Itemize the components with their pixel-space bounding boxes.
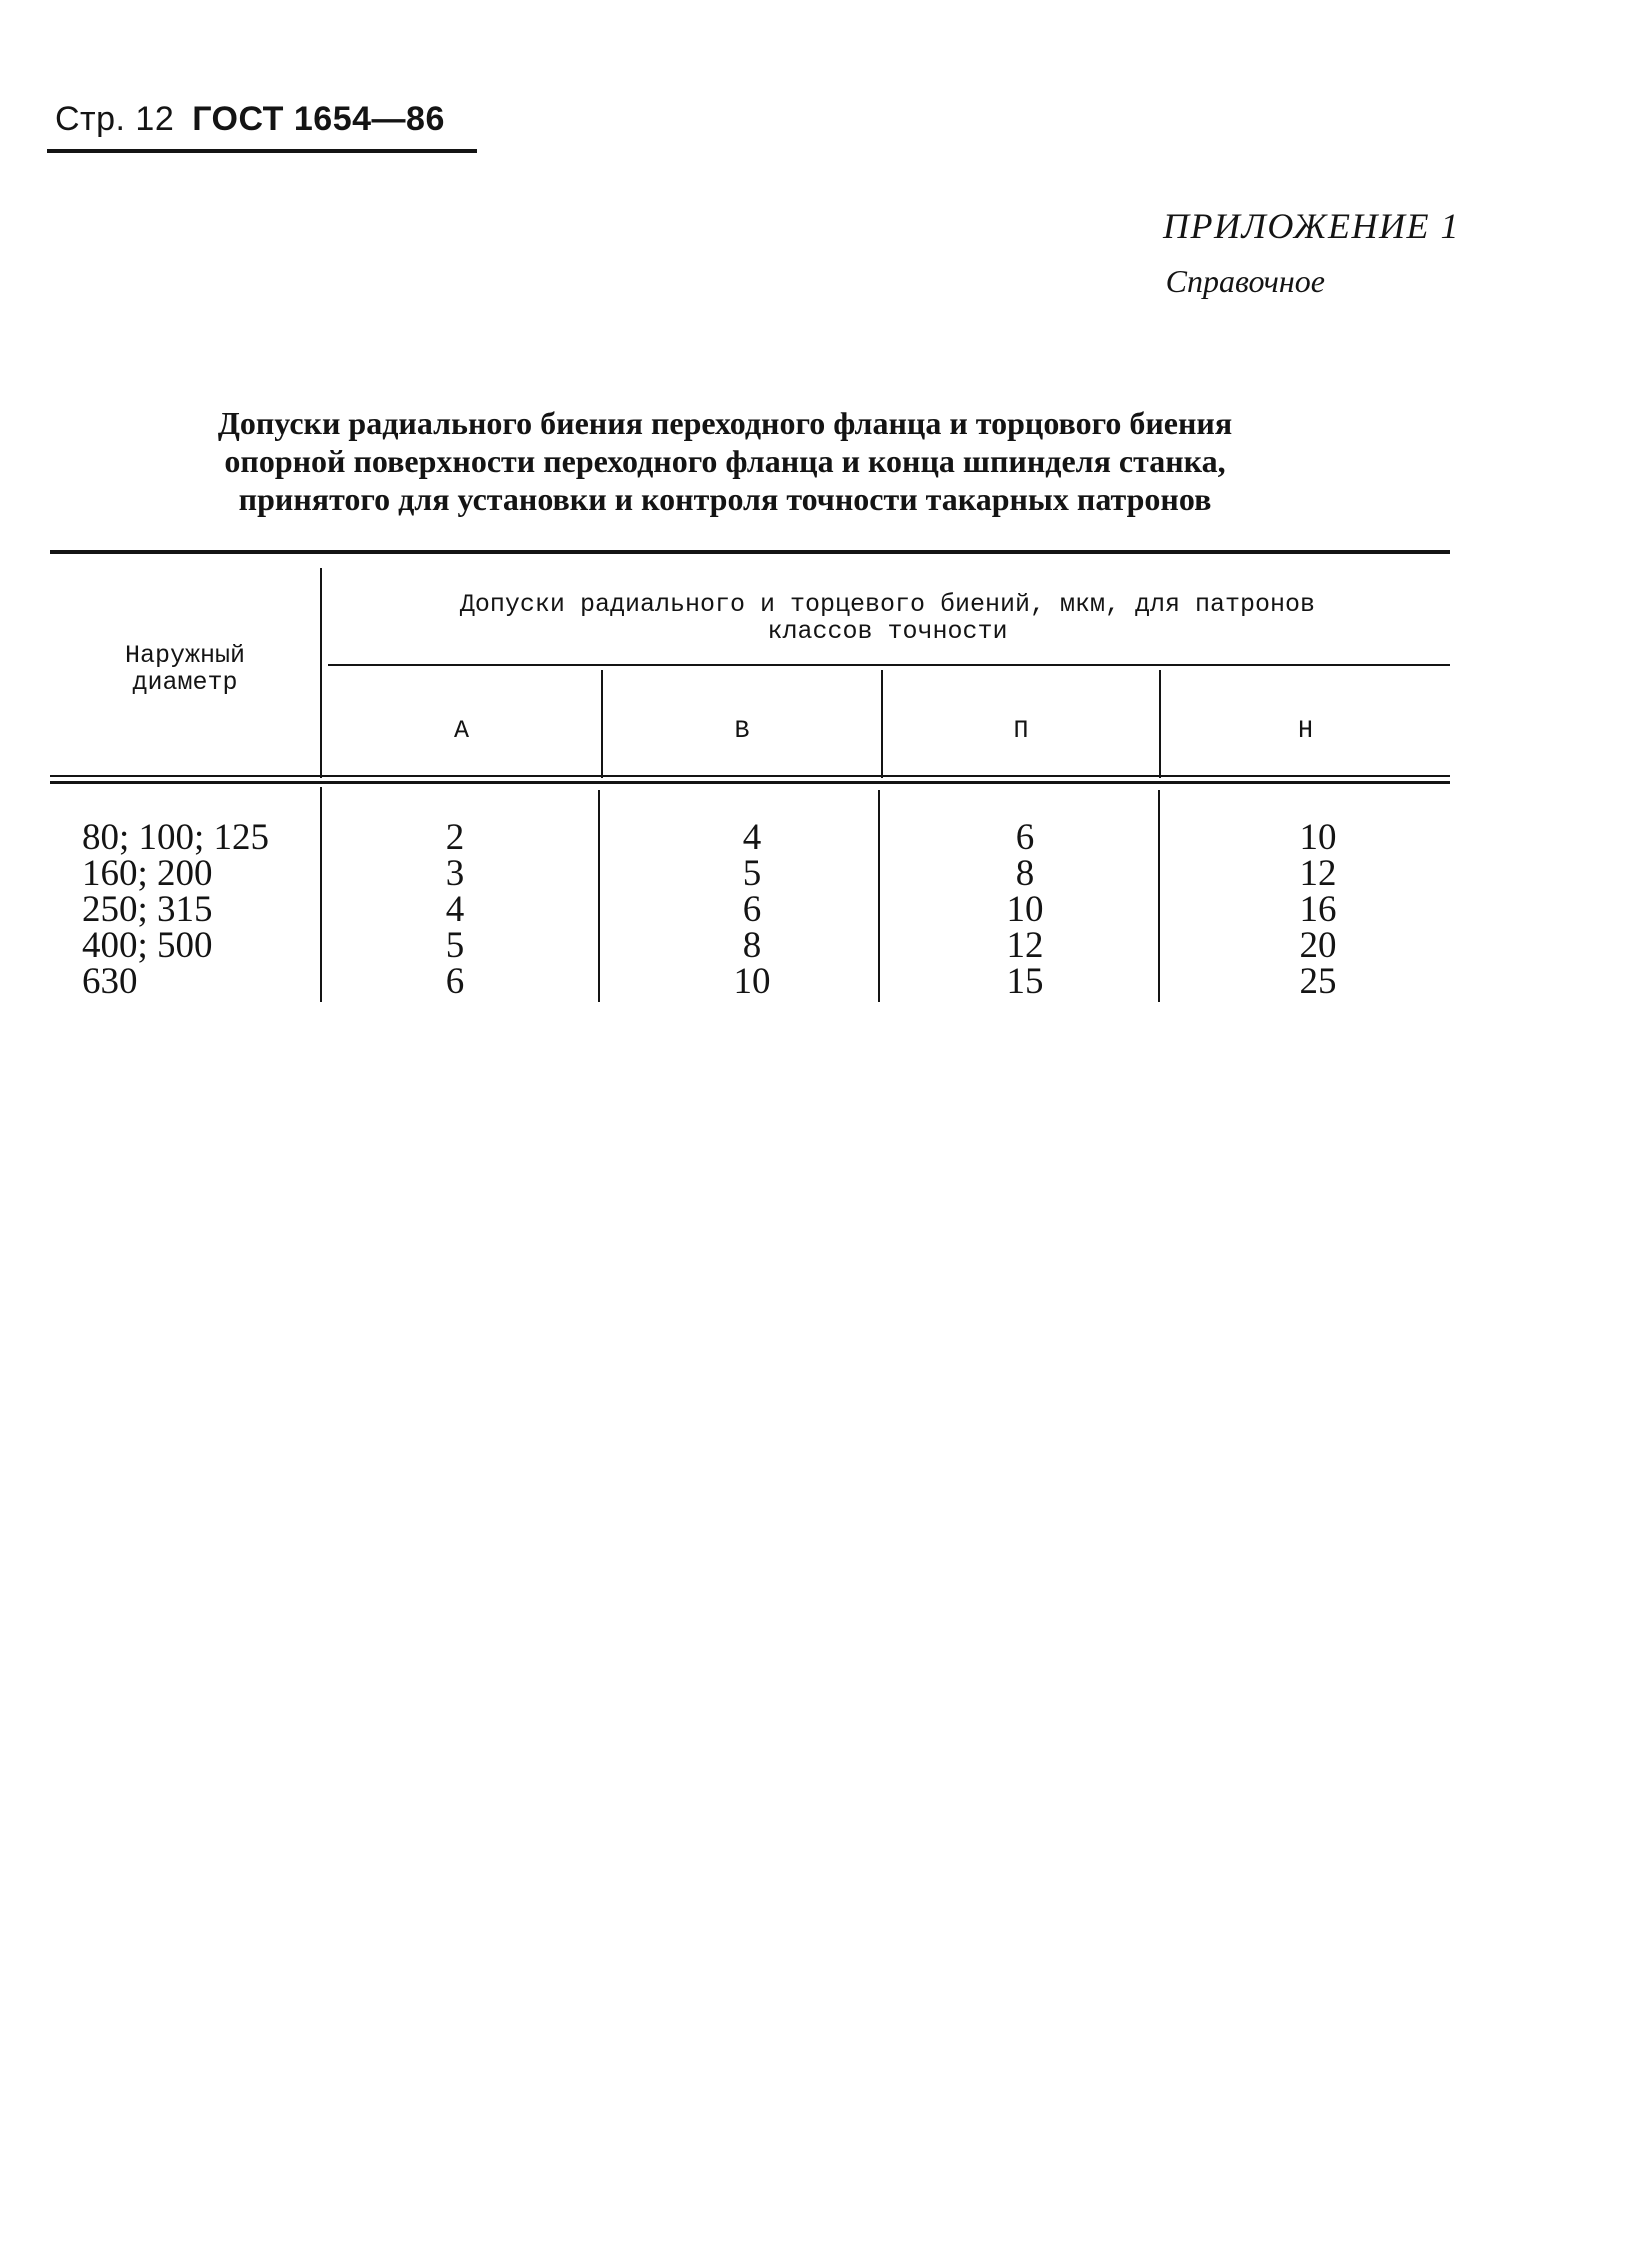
column-divider bbox=[320, 787, 322, 1002]
value-cell: 5 bbox=[742, 853, 762, 894]
diameter-cell: 400; 500 bbox=[82, 925, 213, 966]
title-line: опорной поверхности переходного фланца и конца шпинделя станка, bbox=[224, 443, 1226, 479]
header-rule bbox=[47, 149, 477, 153]
value-cell: 16 bbox=[1299, 889, 1337, 930]
value-cell: 15 bbox=[1006, 961, 1044, 1002]
value-cell: 12 bbox=[1006, 925, 1044, 966]
header-bottom-rule bbox=[50, 775, 1450, 777]
diameter-header-line: диаметр bbox=[132, 668, 238, 697]
value-cell: 2 bbox=[445, 817, 465, 858]
appendix-label: ПРИЛОЖЕНИЕ 1 bbox=[1163, 206, 1460, 246]
value-cell: 12 bbox=[1299, 853, 1337, 894]
value-cell: 3 bbox=[445, 853, 465, 894]
value-cell: 6 bbox=[1015, 817, 1035, 858]
diameter-cell: 160; 200 bbox=[82, 853, 213, 894]
page-number: Стр. 12 bbox=[55, 100, 175, 138]
standard-number: ГОСТ 1654—86 bbox=[192, 100, 445, 138]
diameter-cell: 630 bbox=[82, 961, 138, 1002]
column-divider bbox=[1158, 790, 1160, 1002]
table-title bbox=[100, 404, 1350, 518]
diameter-cell: 250; 315 bbox=[82, 889, 213, 930]
value-cell: 10 bbox=[1006, 889, 1044, 930]
group-header-line: Допуски радиального и торцевого биений, мкм, для патронов bbox=[459, 590, 1316, 619]
value-cell: 4 bbox=[742, 817, 762, 858]
group-header-line: классов точности bbox=[767, 617, 1008, 646]
class-header-a: А bbox=[453, 716, 469, 745]
column-divider bbox=[598, 790, 600, 1002]
diameter-header bbox=[60, 642, 310, 696]
table-top-rule bbox=[50, 550, 1450, 554]
class-header-rule bbox=[328, 664, 1450, 666]
diameter-header-line: Наружный bbox=[124, 641, 246, 670]
header-bottom-rule bbox=[50, 781, 1450, 784]
title-line: Допуски радиального биения переходного фланца и торцового биения bbox=[217, 405, 1233, 441]
value-cell: 25 bbox=[1299, 961, 1337, 1002]
column-divider bbox=[878, 790, 880, 1002]
tolerance-group-header bbox=[330, 591, 1445, 645]
column-divider bbox=[320, 568, 322, 778]
diameter-cell: 80; 100; 125 bbox=[82, 817, 270, 858]
value-cell: 6 bbox=[445, 961, 465, 1002]
title-line: принятого для установки и контроля точности такарных патронов bbox=[238, 481, 1212, 517]
appendix-note: Справочное bbox=[1165, 263, 1325, 299]
value-cell: 20 bbox=[1299, 925, 1337, 966]
value-cell: 8 bbox=[742, 925, 762, 966]
value-cell: 10 bbox=[1299, 817, 1337, 858]
value-cell: 6 bbox=[742, 889, 762, 930]
value-cell: 4 bbox=[445, 889, 465, 930]
running-header bbox=[55, 100, 445, 139]
value-cell: 5 bbox=[445, 925, 465, 966]
value-cell: 8 bbox=[1015, 853, 1035, 894]
class-header-b: В bbox=[734, 716, 750, 745]
class-header-h: Н bbox=[1297, 716, 1313, 745]
value-cell: 10 bbox=[733, 961, 771, 1002]
class-header-p: П bbox=[1013, 716, 1029, 745]
